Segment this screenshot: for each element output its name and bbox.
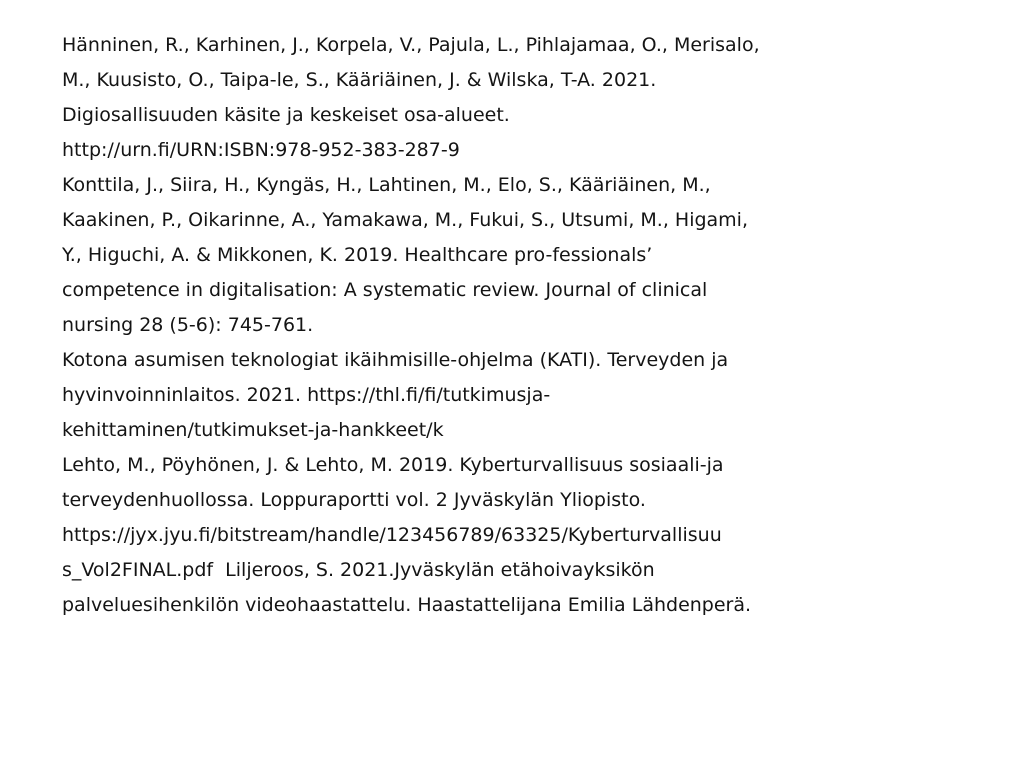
reference-line: Kaakinen, P., Oikarinne, A., Yamakawa, M., Fukui, S., Utsumi, M., Higami, xyxy=(62,209,749,231)
reference-link-line: https://jyx.jyu.fi/bitstream/handle/123456789/63325/Kyberturvallisuu xyxy=(62,524,722,546)
reference-line: s_Vol2FINAL.pdf Liljeroos, S. 2021.Jyväskylän etähoivayksikön xyxy=(62,559,655,581)
reference-line: Y., Higuchi, A. & Mikkonen, K. 2019. Healthcare pro-fessionals’ xyxy=(62,244,653,266)
reference-link-line: kehittaminen/tutkimukset-ja-hankkeet/k xyxy=(62,419,444,441)
reference-line: Kotona asumisen teknologiat ikäihmisille-ohjelma (KATI). Terveyden ja xyxy=(62,349,729,371)
reference-line: Digiosallisuuden käsite ja keskeiset osa-alueet. xyxy=(62,104,510,126)
reference-list xyxy=(62,28,962,623)
reference-line: Lehto, M., Pöyhönen, J. & Lehto, M. 2019. Kyberturvallisuus sosiaali-ja xyxy=(62,454,724,476)
reference-line: palveluesihenkilön videohaastattelu. Haastattelijana Emilia Lähdenperä. xyxy=(62,594,752,616)
reference-line: hyvinvoinninlaitos. 2021. https://thl.fi/fi/tutkimusja- xyxy=(62,384,551,406)
reference-line: Hänninen, R., Karhinen, J., Korpela, V., Pajula, L., Pihlajamaa, O., Merisalo, xyxy=(62,34,760,56)
reference-line: terveydenhuollossa. Loppuraportti vol. 2 Jyväskylän Yliopisto. xyxy=(62,489,646,511)
reference-line: nursing 28 (5-6): 745-761. xyxy=(62,314,314,336)
reference-line: Konttila, J., Siira, H., Kyngäs, H., Lahtinen, M., Elo, S., Kääriäinen, M., xyxy=(62,174,711,196)
reference-line: M., Kuusisto, O., Taipa-le, S., Kääriäinen, J. & Wilska, T-A. 2021. xyxy=(62,69,657,91)
reference-line: competence in digitalisation: A systematic review. Journal of clinical xyxy=(62,279,708,301)
reference-link-line: http://urn.fi/URN:ISBN:978-952-383-287-9 xyxy=(62,139,460,161)
